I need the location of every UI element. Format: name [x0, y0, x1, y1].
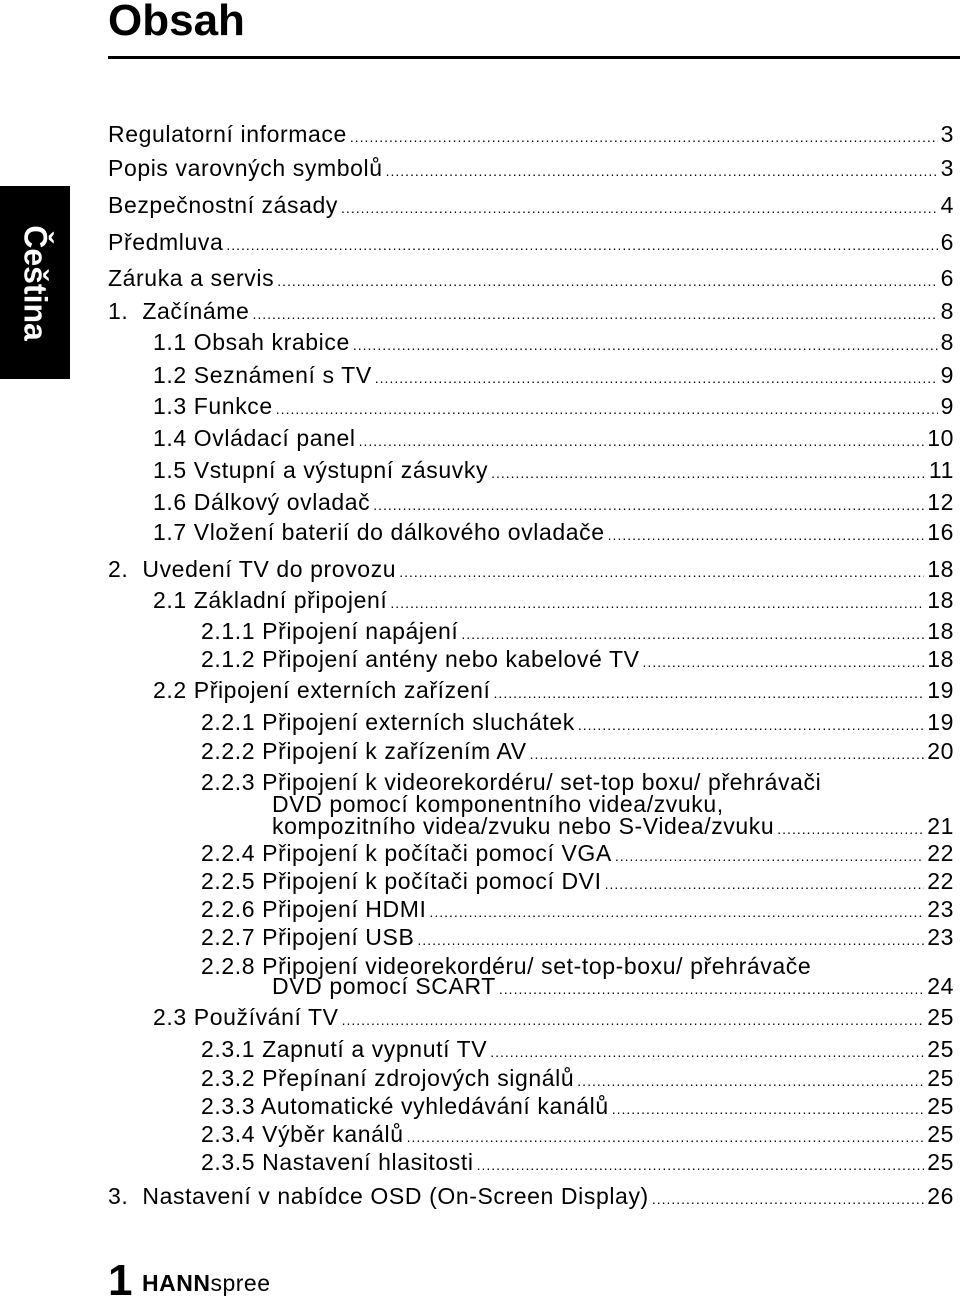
- toc-page-number: 8: [940, 329, 954, 355]
- dot-leader: [399, 558, 924, 587]
- toc-entry-text: 1.6 Dálkový ovladač: [153, 489, 371, 515]
- toc-page-number: 9: [940, 393, 954, 419]
- dot-leader: [530, 740, 925, 769]
- toc-entry-text: 1.7 Vložení baterií do dálkového ovladače: [153, 519, 605, 545]
- toc-entry[interactable]: [153, 361, 954, 393]
- toc-page-number: 6: [940, 265, 954, 291]
- toc-page-number: 18: [927, 587, 954, 613]
- dot-leader: [643, 648, 925, 677]
- toc-entry[interactable]: [153, 328, 954, 360]
- toc-entry[interactable]: [108, 297, 954, 329]
- toc-entry[interactable]: [201, 737, 954, 769]
- toc-entry-text: 2.1.2 Připojení antény nebo kabelové TV: [201, 646, 640, 672]
- toc-page-number: 25: [927, 1093, 954, 1119]
- toc-page-number: 18: [927, 556, 954, 582]
- dot-leader: [353, 331, 938, 360]
- dot-leader: [578, 711, 924, 740]
- toc-entry-text: Bezpečnostní zásady: [108, 192, 339, 218]
- toc-entry-text: 2.2.1 Připojení externích sluchátek: [201, 709, 575, 735]
- brand-logo: [142, 1268, 271, 1298]
- toc-entry[interactable]: [153, 586, 954, 618]
- toc-entry-text: 2.2.4 Připojení k počítači pomocí VGA: [201, 840, 612, 866]
- toc-entry-text-continued[interactable]: DVD pomocí komponentního videa/zvuku,: [272, 791, 724, 817]
- dot-leader: [386, 157, 938, 186]
- toc-entry-text: 2.2 Připojení externích zařízení: [153, 677, 491, 703]
- toc-entry[interactable]: [108, 1182, 954, 1214]
- toc-entry[interactable]: [201, 1148, 954, 1180]
- toc-entry[interactable]: [108, 228, 954, 260]
- toc-entry[interactable]: [108, 191, 954, 223]
- page-title: Obsah: [108, 0, 245, 45]
- toc-page-number: 8: [940, 298, 954, 324]
- toc-entry-text: 1. Začínáme: [108, 298, 250, 324]
- toc-page-number: 25: [927, 1149, 954, 1175]
- toc-entry-text: 2.3 Používání TV: [153, 1004, 339, 1030]
- toc-entry-text: 2.3.4 Výběr kanálů: [201, 1121, 404, 1147]
- toc-page-number: 25: [927, 1121, 954, 1147]
- dot-leader: [373, 491, 924, 520]
- toc-entry-text: 2.3.3 Automatické vyhledávání kanálů: [201, 1093, 609, 1119]
- brand-logo-normal: spree: [210, 1270, 271, 1296]
- toc-entry[interactable]: [201, 923, 954, 955]
- toc-entry[interactable]: [108, 154, 954, 186]
- dot-leader: [359, 427, 925, 456]
- language-tab: [0, 186, 70, 379]
- toc-page-number: 22: [927, 840, 954, 866]
- toc-page-number: 25: [927, 1065, 954, 1091]
- dot-leader: [375, 364, 938, 393]
- dot-leader: [499, 975, 924, 1004]
- toc-entry-text: 2.3.2 Přepínaní zdrojových signálů: [201, 1065, 575, 1091]
- toc-entry-text: Regulatorní informace: [108, 121, 347, 147]
- toc-page-number: 22: [927, 868, 954, 894]
- toc-page-number: 3: [940, 155, 954, 181]
- toc-entry[interactable]: [153, 456, 954, 488]
- toc-page-number: 19: [927, 709, 954, 735]
- toc-page-number: 25: [927, 1036, 954, 1062]
- title-rule: [108, 56, 960, 59]
- toc-entry-text: 2.1.1 Připojení napájení: [201, 618, 459, 644]
- dot-leader: [341, 194, 938, 223]
- toc-entry[interactable]: [201, 1035, 954, 1067]
- toc-page-number: 6: [940, 229, 954, 255]
- language-tab-label: Čeština: [17, 224, 54, 341]
- toc-entry-text[interactable]: 2.2.3 Připojení k videorekordéru/ set-top boxu/ přehrávači: [201, 769, 822, 795]
- dot-leader: [350, 123, 938, 152]
- toc-page-number: 9: [940, 362, 954, 388]
- toc-entry-text: 3. Nastavení v nabídce OSD (On-Screen Display): [108, 1183, 649, 1209]
- dot-leader: [477, 1151, 925, 1180]
- toc-entry-text: Záruka a servis: [108, 265, 275, 291]
- toc-page-number: 24: [927, 973, 954, 999]
- toc-entry-text: 2.2.5 Připojení k počítači pomocí DVI: [201, 868, 602, 894]
- toc-page-number: 11: [928, 457, 954, 483]
- dot-leader: [390, 589, 924, 618]
- toc-entry-text: 2.2.2 Připojení k zařízením AV: [201, 738, 527, 764]
- toc-page-number: 3: [940, 121, 954, 147]
- toc-page-number: 23: [927, 924, 954, 950]
- toc-page-number: 4: [940, 192, 954, 218]
- toc-page-number: 19: [927, 677, 954, 703]
- toc-entry-text: 2.2.7 Připojení USB: [201, 924, 415, 950]
- toc-page-number: 23: [927, 896, 954, 922]
- toc-entry[interactable]: [108, 120, 954, 152]
- dot-leader: [491, 459, 926, 488]
- dot-leader: [276, 395, 938, 424]
- toc-entry[interactable]: [153, 676, 954, 708]
- toc-entry-text: 1.3 Funkce: [153, 393, 273, 419]
- toc-entry[interactable]: [201, 708, 954, 740]
- toc-page-number: 16: [927, 519, 954, 545]
- toc-entry-text: 2.2.6 Připojení HDMI: [201, 896, 427, 922]
- dot-leader: [494, 679, 925, 708]
- toc-entry-text: 2. Uvedení TV do provozu: [108, 556, 397, 582]
- dot-leader: [417, 926, 924, 955]
- toc-page-number: 20: [927, 738, 954, 764]
- toc-entry[interactable]: [153, 1003, 954, 1035]
- toc-entry-text: 1.1 Obsah krabice: [153, 329, 350, 355]
- toc-entry-text: 2.3.1 Zapnutí a vypnutí TV: [201, 1036, 488, 1062]
- toc-entry[interactable]: [108, 555, 954, 587]
- toc-entry-text[interactable]: 2.2.8 Připojení videorekordéru/ set-top-boxu/ přehrávače: [201, 953, 812, 979]
- toc-page-number: 12: [927, 489, 954, 515]
- toc-entry-text: 1.4 Ovládací panel: [153, 425, 356, 451]
- toc-entry[interactable]: [153, 424, 954, 456]
- toc-entry[interactable]: [153, 488, 954, 520]
- toc-entry-text: 1.5 Vstupní a výstupní zásuvky: [153, 457, 489, 483]
- toc-entry-text: Popis varovných symbolů: [108, 155, 383, 181]
- toc-page-number: 18: [927, 646, 954, 672]
- toc-entry[interactable]: [272, 972, 954, 1004]
- toc-entry-text-continued: DVD pomocí SCART: [272, 973, 496, 999]
- toc-page-number: 21: [927, 813, 954, 839]
- toc-entry-text: 2.3.5 Nastavení hlasitosti: [201, 1149, 474, 1175]
- toc-page-number: 10: [927, 425, 954, 451]
- brand-logo-bold: HANN: [142, 1270, 211, 1296]
- dot-leader: [277, 267, 937, 296]
- toc-entry-text: Předmluva: [108, 229, 224, 255]
- toc-page-number: 25: [927, 1004, 954, 1030]
- toc-page-number: 26: [927, 1183, 954, 1209]
- toc-entry[interactable]: [108, 264, 954, 296]
- dot-leader: [252, 300, 937, 329]
- dot-leader: [342, 1006, 925, 1035]
- page-number: 1: [108, 1256, 133, 1305]
- toc-entry[interactable]: [153, 518, 954, 550]
- toc-entry-text-continued: kompozitního videa/zvuku nebo S-Videa/zvuku: [272, 813, 775, 839]
- toc-entry[interactable]: [153, 392, 954, 424]
- toc-entry-text: 1.2 Seznámení s TV: [153, 362, 372, 388]
- toc-page-number: 18: [927, 618, 954, 644]
- toc-entry-text: 2.1 Základní připojení: [153, 587, 388, 613]
- dot-leader: [226, 231, 937, 260]
- dot-leader: [652, 1185, 924, 1214]
- toc-entry[interactable]: [201, 645, 954, 677]
- dot-leader: [608, 521, 925, 550]
- dot-leader: [490, 1038, 924, 1067]
